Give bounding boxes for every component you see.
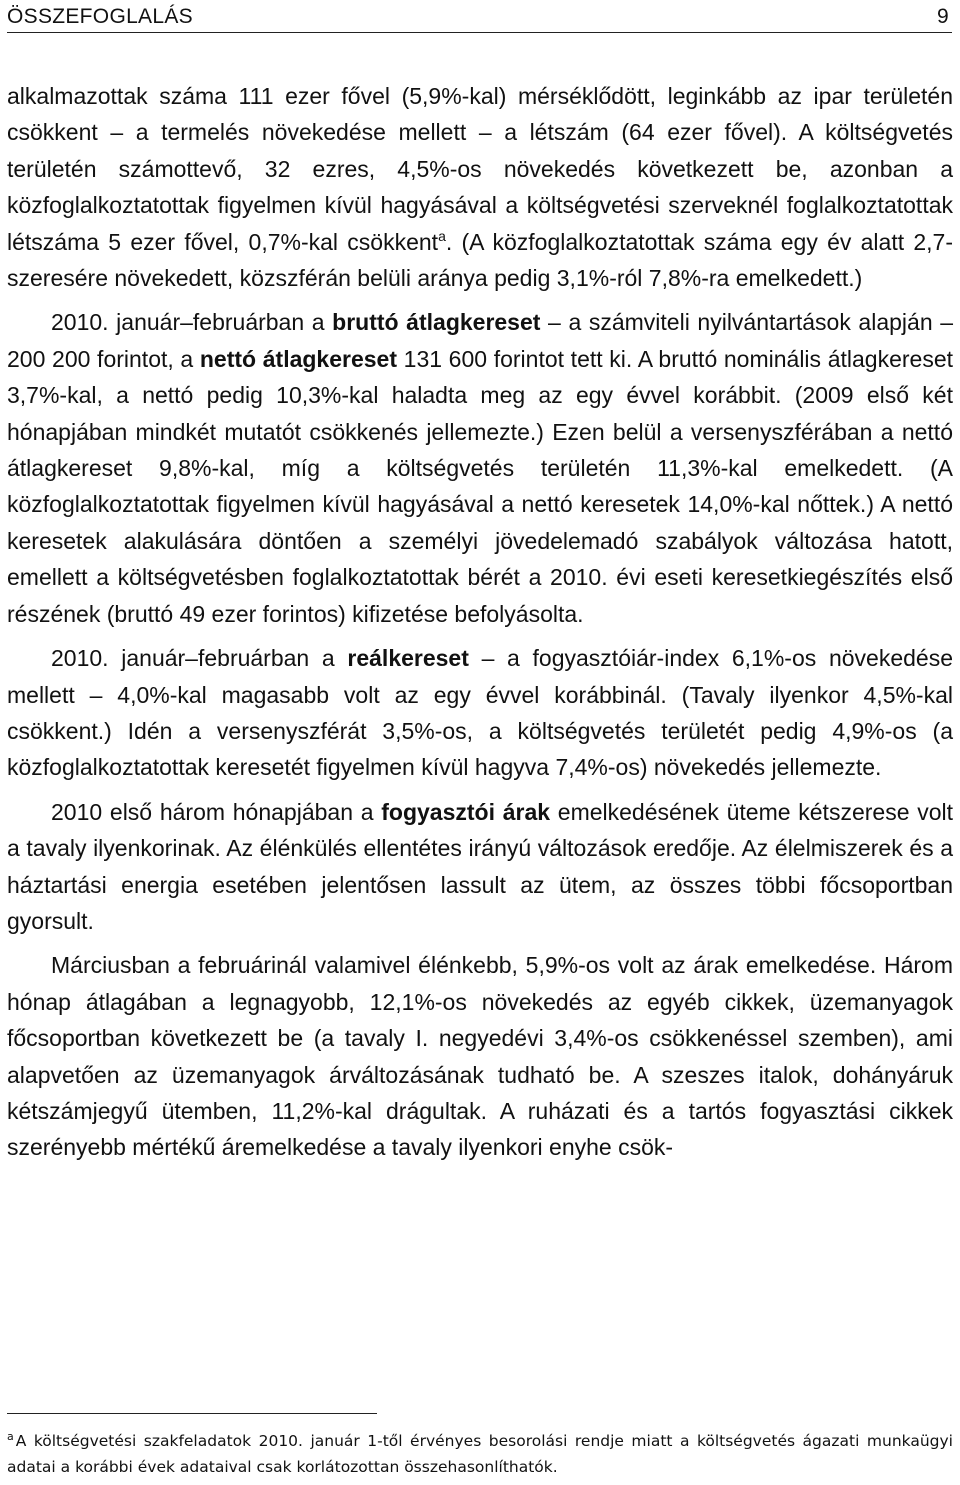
paragraph-text: Márciusban a februárinál valamivel élénkebb, 5,9%-os volt az árak emelkedése. Három hónap átlagában a legnagyobb, 12,1%-os növekedés az egyéb cikkek, üzemanyagok főcsoportban következett be (a tavaly I. negyedévi 3,4%-os csökkenéssel szemben), ami alapvetően az üzemanyagok árváltozásának tudható be. A szeszes italok, dohányáruk kétszámjegyű ütemben, 11,2%-kal drágultak. A ruházati és a tartós fogyasztási cikkek szerényebb mértékű áremelkedése a tavaly ilyenkori enyhe csök-: [7, 952, 953, 1161]
paragraph-march-prices: [7, 947, 953, 1165]
term-gross-earnings: bruttó átlagkereset: [332, 309, 541, 336]
paragraph-text: alkalmazottak száma 111 ezer fővel (5,9%-kal) mérséklődött, leginkább az ipar területén csökkent – a termelés növekedése mellett – a létszám (64 ezer fővel). A költségvetés területén számottevő, 32 ezres, 4,5%-os növekedés következett be, azonban a közfoglalkoztatottak figyelmen kívül hagyásával a költségvetési szerveknél foglalkoztatottak létszáma 5 ezer fővel, 0,7%-kal csökkent: [7, 83, 953, 255]
paragraph-text: – a fogyasztóiár-index 6,1%-os növekedése mellett – 4,0%-kal magasabb volt az egy évvel korábbinál. (Tavaly ilyenkor 4,5%-kal csökkent.) Idén a versenyszférát 3,5%-os, a költségvetés területét pedig 4,9%-os (a közfoglalkoztatottak keresetét figyelmen kívül hagyva 7,4%-os) növekedés jellemezte.: [7, 645, 953, 781]
paragraph-text: 131 600 forintot tett ki. A bruttó nominális átlagkereset 3,7%-kal, a nettó pedig 10,3%-kal haladta meg az egy évvel korábbit. (2009 első két hónapjában mindkét mutatót csökkenés jellemezte.) Ezen belül a versenyszférában a nettó átlagkereset 9,8%-kal, míg a költségvetés területén 11,3%-kal emelkedett. (A közfoglalkoztatottak figyelmen kívül hagyásával a nettó keresetek 14,0%-kal nőttek.) A nettó keresetek alakulására döntően a személyi jövedelemadó szabályok változása hatott, emellett a költségvetésben foglalkoztatottak bérét a 2010. évi eseti keresetkiegészítés első részének (bruttó 49 ezer forintos) kifizetése befolyásolta.: [7, 345, 953, 627]
footnote: [7, 1428, 953, 1480]
paragraph-text: – a számviteli nyilvántartások alapján – 200 200 forintot, a: [7, 309, 954, 372]
body-text: [7, 78, 953, 1166]
footnote-separator: [7, 1413, 377, 1414]
paragraph-text: 2010. január–februárban a: [51, 309, 333, 336]
term-real-earnings: reálkereset: [347, 645, 469, 672]
running-header: [7, 4, 952, 33]
paragraph-text: 2010. január–februárban a: [51, 645, 348, 672]
paragraph-real-earnings: [7, 640, 953, 786]
paragraph-consumer-prices: [7, 794, 953, 940]
term-net-earnings: nettó átlagkereset: [199, 345, 397, 372]
page-number: 9: [937, 5, 949, 28]
paragraph-text: . (A közfoglalkoztatottak száma egy év alatt 2,7-szeresére növekedett, közszférán belüli aránya pedig 3,1%-ról 7,8%-ra emelkedett.): [7, 228, 954, 292]
footnote-marker: a: [7, 1430, 14, 1443]
footnote-reference: a: [438, 227, 446, 244]
paragraph-text: emelkedésének üteme kétszerese volt a tavaly ilyenkorinak. Az élénkülés ellentétes irányú változások eredője. Az élelmiszerek és a háztartási energia esetében jelentősen lassult az ütem, az összes többi főcsoportban gyorsult.: [7, 798, 954, 934]
paragraph-earnings: [7, 304, 953, 632]
term-consumer-prices: fogyasztói árak: [381, 798, 551, 825]
paragraph-text: 2010 első három hónapjában a: [51, 798, 382, 825]
footnote-text: A költségvetési szakfeladatok 2010. január 1-től érvényes besorolási rendje miatt a költségvetés ágazati munkaügyi adatai a korábbi évek adataival csak korlátozottan összehasonlíthatók.: [7, 1432, 953, 1476]
paragraph-employment: [7, 78, 953, 296]
section-title: ÖSSZEFOGLALÁS: [7, 5, 193, 28]
